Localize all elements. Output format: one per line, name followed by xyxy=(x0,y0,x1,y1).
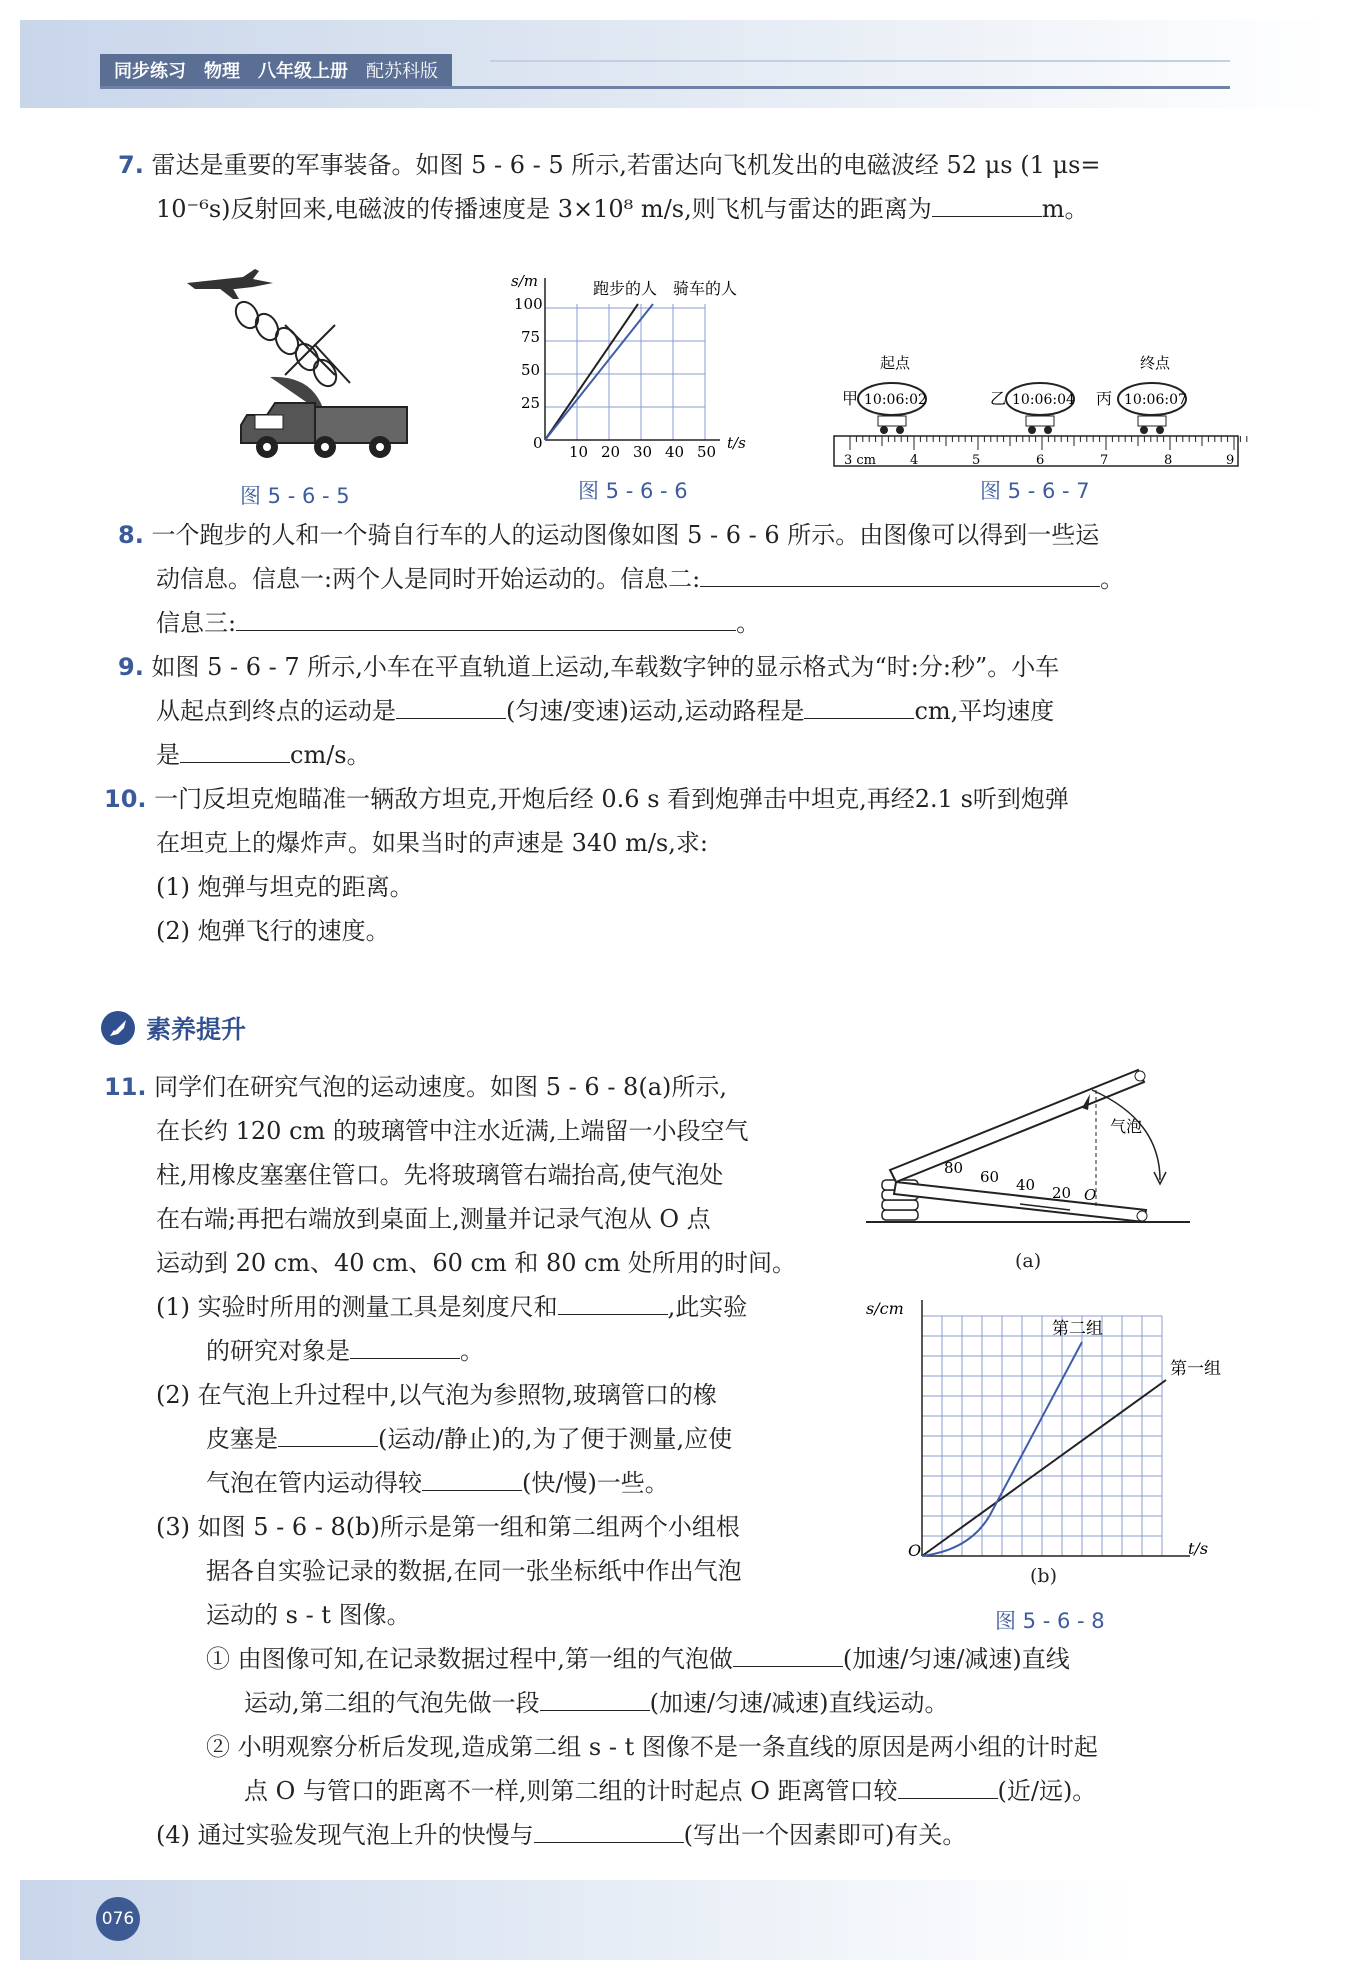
q11-s3-line3: 运动的 s - t 图像。 xyxy=(206,1601,411,1629)
fig-5-6-5-radar xyxy=(175,265,420,460)
q10-line1 xyxy=(104,782,1069,816)
label-runner: 跑步的人 xyxy=(593,279,658,298)
q7-line2 xyxy=(156,192,1089,226)
q11-s1-text3: 的研究对象是 xyxy=(206,1337,350,1365)
origin-label: 0 xyxy=(533,434,543,452)
q10-sub2: (2) 炮弹飞行的速度。 xyxy=(156,917,390,945)
q11-c2-line1: ② 小明观察分析后发现,造成第二组 s - t 图像不是一条直线的原因是两小组的计时起 xyxy=(206,1733,1098,1761)
line-cyclist xyxy=(545,304,653,440)
q11-s2-line2 xyxy=(206,1422,732,1456)
q11-s1-text4: 。 xyxy=(460,1337,484,1365)
header-series: 同步练习 xyxy=(114,61,186,82)
header-tab xyxy=(100,54,452,86)
q10-text1: 一门反坦克炮瞄准一辆敌方坦克,开炮后经 0.6 s 看到炮弹击中坦克,再经2.1 s听到炮弹 xyxy=(154,785,1069,813)
q11-line3: 柱,用橡皮塞塞住管口。先将玻璃管右端抬高,使气泡处 xyxy=(156,1161,724,1189)
car-c xyxy=(1096,383,1187,434)
q11-s1-text2: ,此实验 xyxy=(667,1293,748,1321)
q11-s2-line3 xyxy=(206,1466,669,1500)
airplane-icon xyxy=(187,269,273,299)
q8-blank-info3[interactable] xyxy=(236,606,736,631)
fig-5-6-8a-label: (a) xyxy=(1015,1250,1042,1272)
q11-c2-line2 xyxy=(244,1774,1096,1808)
q9-line2 xyxy=(156,694,1054,728)
q11-blank-object[interactable] xyxy=(350,1334,460,1359)
fig-5-6-8a-tube xyxy=(860,1060,1200,1240)
clock-c: 10:06:07 xyxy=(1124,392,1187,408)
q11-text1: 同学们在研究气泡的运动速度。如图 5 - 6 - 8(a)所示, xyxy=(154,1073,727,1101)
q11-s4-text2: (写出一个因素即可)有关。 xyxy=(683,1821,967,1849)
q10-number: 10. xyxy=(104,785,147,813)
line-runner xyxy=(545,304,638,440)
ruler-label-7: 7 xyxy=(1100,453,1109,468)
clock-b: 10:06:04 xyxy=(1012,392,1075,408)
x-tick-30: 30 xyxy=(633,443,653,458)
q8-number: 8. xyxy=(118,521,144,549)
q7-number: 7. xyxy=(118,151,144,179)
q11-c1-line2 xyxy=(244,1686,949,1720)
mark-origin: O xyxy=(1084,1186,1097,1204)
q8-blank-info2[interactable] xyxy=(700,562,1100,587)
q11-line1 xyxy=(104,1070,727,1104)
q11-s1-text1: (1) 实验时所用的测量工具是刻度尺和 xyxy=(156,1293,558,1321)
header-subject: 物理 xyxy=(204,61,240,82)
label-start: 起点 xyxy=(880,354,911,372)
ruler-label-3: 3 cm xyxy=(844,453,877,468)
q8-text1: 一个跑步的人和一个骑自行车的人的运动图像如图 5 - 6 - 6 所示。由图像可以得到一些运 xyxy=(151,521,1100,549)
y-tick-50: 50 xyxy=(521,361,541,379)
q11-c1-text3: 运动,第二组的气泡先做一段 xyxy=(244,1689,540,1717)
q9-text4: cm,平均速度 xyxy=(914,697,1055,725)
q11-c1-text1: ① 由图像可知,在记录数据过程中,第一组的气泡做 xyxy=(206,1645,733,1673)
fig-5-6-7-track xyxy=(830,350,1250,475)
mark-20: 20 xyxy=(1052,1184,1072,1202)
car-b-label: 乙 xyxy=(990,389,1007,408)
q11-c1-text2: (加速/匀速/减速)直线 xyxy=(842,1645,1070,1673)
q9-line3 xyxy=(156,738,371,772)
x-tick-50: 50 xyxy=(697,443,717,458)
mark-60: 60 xyxy=(980,1168,1000,1186)
y-tick-100: 100 xyxy=(514,295,543,313)
q11-s2-text4: (快/慢)一些。 xyxy=(522,1469,669,1497)
truck-icon xyxy=(241,403,407,458)
glass-tube xyxy=(890,1070,1147,1222)
q9-blank-motion[interactable] xyxy=(396,694,506,719)
q11-line4: 在右端;再把右端放到桌面上,测量并记录气泡从 O 点 xyxy=(156,1205,711,1233)
q11-c1-text4: (加速/匀速/减速)直线运动。 xyxy=(649,1689,949,1717)
q11-s4-text1: (4) 通过实验发现气泡上升的快慢与 xyxy=(156,1821,534,1849)
q9-blank-distance[interactable] xyxy=(804,694,914,719)
section-title: 素养提升 xyxy=(146,1015,247,1044)
q11-s2-text2: (运动/静止)的,为了便于测量,应使 xyxy=(378,1425,733,1453)
q7-text2: 10⁻⁶s)反射回来,电磁波的传播速度是 3×10⁸ m/s,则飞机与雷达的距离为 xyxy=(156,195,932,223)
label-group2: 第二组 xyxy=(1052,1319,1103,1339)
x-tick-20: 20 xyxy=(601,443,621,458)
q11-blank-speed[interactable] xyxy=(422,1466,522,1491)
header-edition: 配苏科版 xyxy=(366,61,438,82)
label-end: 终点 xyxy=(1140,354,1171,372)
q11-s2-line1: (2) 在气泡上升过程中,以气泡为参照物,玻璃管口的橡 xyxy=(156,1381,717,1409)
q9-number: 9. xyxy=(118,653,144,681)
x-axis-label: t/s xyxy=(1188,1539,1209,1558)
ruler-label-4: 4 xyxy=(910,453,919,468)
x-tick-40: 40 xyxy=(665,443,685,458)
q9-blank-speed[interactable] xyxy=(180,738,290,763)
q7-text3: m。 xyxy=(1041,195,1089,223)
q11-s3-line2: 据各自实验记录的数据,在同一张坐标纸中作出气泡 xyxy=(206,1557,742,1585)
q11-s2-text3: 气泡在管内运动得较 xyxy=(206,1469,422,1497)
q9-text1: 如图 5 - 6 - 7 所示,小车在平直轨道上运动,车载数字钟的显示格式为“时:分:秒”。小车 xyxy=(151,653,1060,681)
car-c-label: 丙 xyxy=(1096,389,1113,408)
q11-s1-line2 xyxy=(206,1334,484,1368)
q11-blank-near-far[interactable] xyxy=(898,1774,998,1799)
y-axis-label: s/m xyxy=(511,272,538,290)
q10-line2: 在坦克上的爆炸声。如果当时的声速是 340 m/s,求: xyxy=(156,829,708,857)
ruler-label-8: 8 xyxy=(1164,453,1173,468)
q11-s4-line xyxy=(156,1818,966,1852)
q11-blank-group2[interactable] xyxy=(540,1686,650,1711)
ruler-label-5: 5 xyxy=(972,453,981,468)
page-number: 076 xyxy=(96,1897,140,1941)
mark-80: 80 xyxy=(944,1159,964,1177)
rocket-icon xyxy=(100,1010,136,1046)
q11-s2-text1: 皮塞是 xyxy=(206,1425,278,1453)
ruler-label-6: 6 xyxy=(1036,453,1045,468)
x-tick-10: 10 xyxy=(569,443,589,458)
label-cyclist: 骑车的人 xyxy=(673,279,738,298)
q8-line3 xyxy=(156,606,760,640)
q11-blank-tool[interactable] xyxy=(558,1290,668,1315)
q7-blank[interactable] xyxy=(932,192,1042,217)
mark-40: 40 xyxy=(1016,1176,1036,1194)
q8-text2: 动信息。信息一:两个人是同时开始运动的。信息二: xyxy=(156,565,701,593)
fig-5-6-6-chart xyxy=(505,268,765,458)
ruler xyxy=(834,436,1250,468)
fig-5-6-8b-chart xyxy=(860,1290,1240,1580)
wave-arcs xyxy=(231,298,350,390)
fig-5-6-6-caption: 图 5 - 6 - 6 xyxy=(578,479,688,503)
q11-number: 11. xyxy=(104,1073,147,1101)
q8-line1 xyxy=(118,518,1099,552)
q9-text3: (匀速/变速)运动,运动路程是 xyxy=(506,697,805,725)
q8-text5: 。 xyxy=(736,609,761,637)
q11-line5: 运动到 20 cm、40 cm、60 cm 和 80 cm 处所用的时间。 xyxy=(156,1249,796,1277)
q8-text3: 。 xyxy=(1100,565,1125,593)
q11-c2-text2: (近/远)。 xyxy=(997,1777,1097,1805)
ruler-label-9: 9 xyxy=(1226,453,1235,468)
clock-a: 10:06:02 xyxy=(864,392,927,408)
y-axis-label: s/cm xyxy=(866,1299,904,1318)
header-grade: 八年级上册 xyxy=(258,61,348,82)
q11-line2: 在长约 120 cm 的玻璃管中注水近满,上端留一小段空气 xyxy=(156,1117,749,1145)
car-a-label: 甲 xyxy=(842,389,859,408)
fig-5-6-5-caption: 图 5 - 6 - 5 xyxy=(240,484,350,508)
label-group1: 第一组 xyxy=(1170,1359,1221,1379)
q8-text4: 信息三: xyxy=(156,609,237,637)
car-b xyxy=(990,383,1075,434)
q9-text2: 从起点到终点的运动是 xyxy=(156,697,396,725)
q7-text1: 雷达是重要的军事装备。如图 5 - 6 - 5 所示,若雷达向飞机发出的电磁波经 52 μs (1 μs= xyxy=(151,151,1101,179)
car-a xyxy=(842,383,927,434)
q8-line2 xyxy=(156,562,1124,596)
q11-s1-line1 xyxy=(156,1290,747,1324)
q9-text6: cm/s。 xyxy=(290,741,371,769)
q11-c2-text1: 点 O 与管口的距离不一样,则第二组的计时起点 O 距离管口较 xyxy=(244,1777,898,1805)
line-group1 xyxy=(922,1380,1166,1556)
q11-blank-group1[interactable] xyxy=(733,1642,843,1667)
bubble-label: 气泡 xyxy=(1110,1117,1143,1136)
q10-sub1: (1) 炮弹与坦克的距离。 xyxy=(156,873,414,901)
q11-blank-stopper[interactable] xyxy=(278,1422,378,1447)
header-divider xyxy=(490,60,1230,62)
q9-line1 xyxy=(118,650,1059,684)
origin-label: O xyxy=(908,1541,922,1560)
header-underline xyxy=(100,86,1230,89)
q11-s3-line1: (3) 如图 5 - 6 - 8(b)所示是第一组和第二组两个小组根 xyxy=(156,1513,740,1541)
footer-band xyxy=(20,1880,1330,1960)
q11-c1-line1 xyxy=(206,1642,1070,1676)
fig-5-6-8b-label: (b) xyxy=(1030,1565,1057,1587)
section-header xyxy=(100,1010,246,1046)
y-tick-75: 75 xyxy=(521,328,541,346)
y-tick-25: 25 xyxy=(521,394,541,412)
grid xyxy=(922,1316,1162,1556)
fig-5-6-8-caption: 图 5 - 6 - 8 xyxy=(995,1609,1105,1633)
q7-line1 xyxy=(118,148,1101,182)
q11-blank-factor[interactable] xyxy=(534,1818,684,1843)
x-axis-label: t/s xyxy=(727,434,746,452)
q9-text5: 是 xyxy=(156,741,180,769)
fig-5-6-7-caption: 图 5 - 6 - 7 xyxy=(980,479,1090,503)
